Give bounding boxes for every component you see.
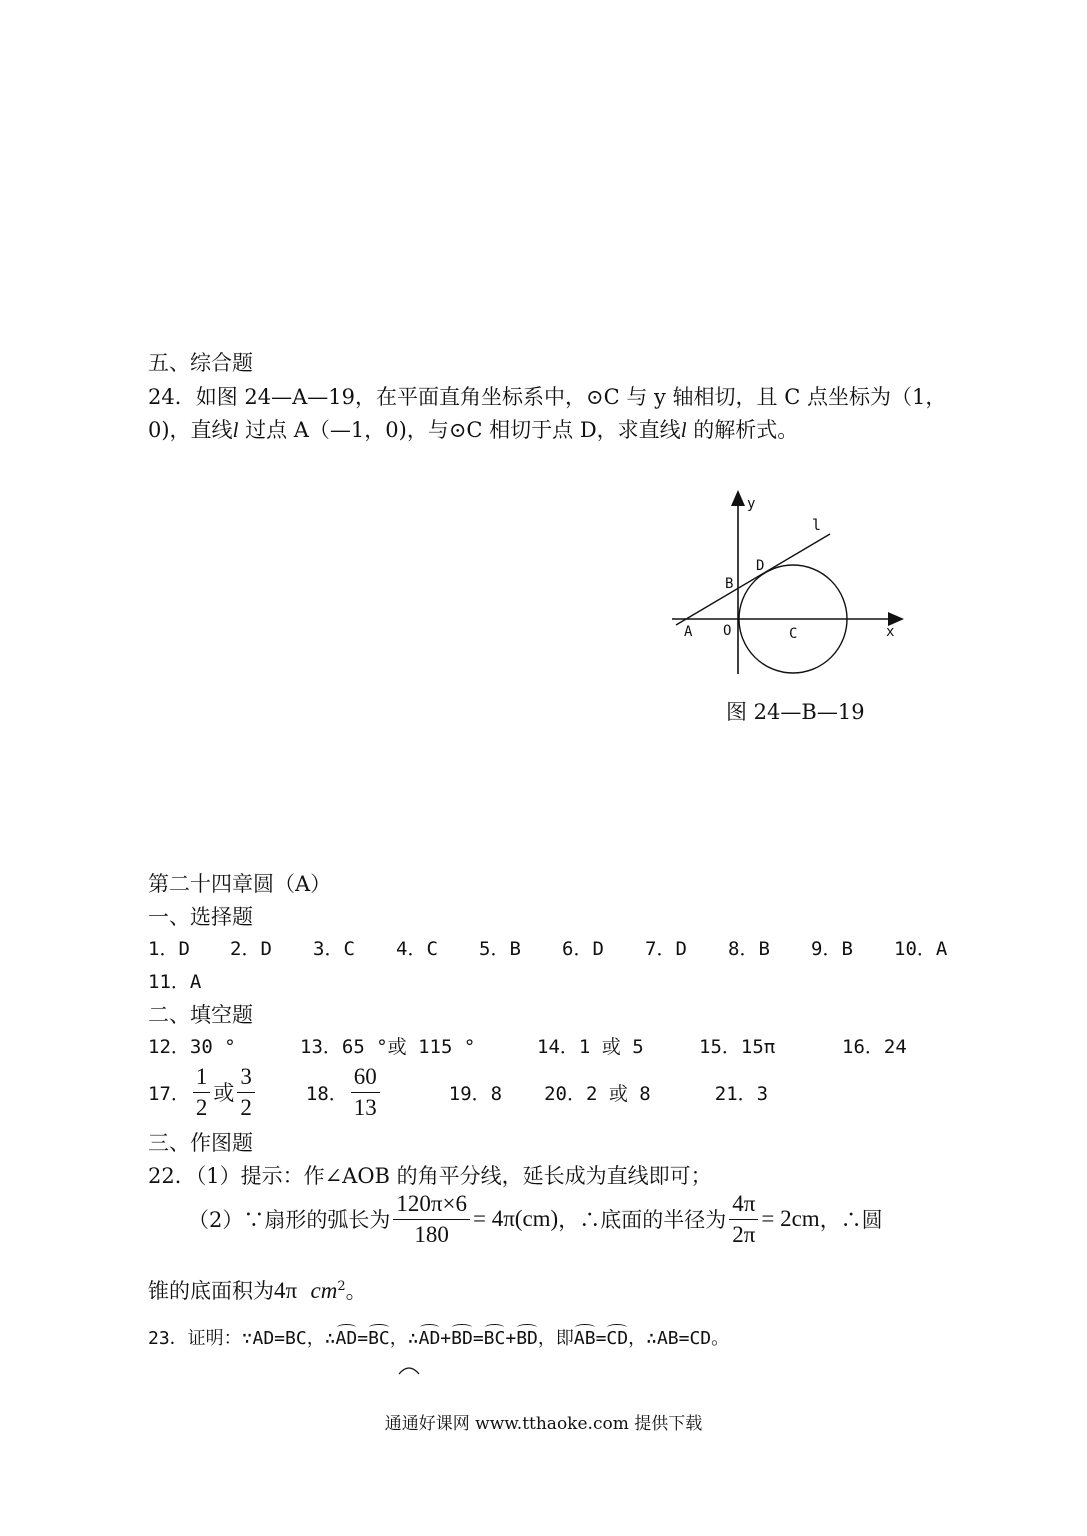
numerator: 4π (729, 1191, 758, 1220)
fill-heading: 二、填空题 (148, 1003, 253, 1027)
numerator: 1 (193, 1064, 211, 1093)
question-24-line-2 (148, 414, 798, 444)
mc-answers-row-2: 11．A (148, 971, 202, 993)
q23-plus: + (505, 1328, 517, 1349)
numerator: 60 (351, 1064, 380, 1093)
q23-prefix: 23．证明：∵AD=BC，∴ (148, 1328, 336, 1349)
q24-text-a: 0)，直线 (148, 418, 233, 442)
q22-2-text-c: ，∴圆 (819, 1208, 883, 1232)
tangent-line-l (676, 534, 830, 625)
answer-item: 16．24 (842, 1036, 907, 1058)
q22-3-text: 锥的底面积为 (148, 1279, 274, 1303)
answer-item: 6．D (562, 938, 604, 960)
q24-text-b: 过点 A（—1，0)，与⊙C 相切于点 D，求直线 (238, 418, 681, 442)
y-axis-arrow-icon (731, 490, 745, 506)
q22-2-text-b: ，∴底面的半径为 (558, 1208, 727, 1232)
arc-bc: BC (483, 1328, 506, 1349)
q22-part-1: 22．（1）提示：作∠AOB 的角平分线，延长成为直线即可； (148, 1164, 712, 1188)
answer-item: 9．B (811, 938, 853, 960)
stray-arc-mark (397, 1364, 421, 1376)
answer-item: 3．C (313, 938, 355, 960)
line-l-symbol: l (232, 418, 239, 442)
footer-text: 通通好课网 www.tthaoke.com 提供下载 (384, 1414, 703, 1434)
label-d: D (756, 558, 765, 574)
equation: = 4π(cm) (472, 1206, 559, 1231)
label-l: l (812, 516, 822, 534)
numerator: 120π×6 (393, 1191, 470, 1220)
q23-plus: + (440, 1328, 452, 1349)
arc-ad: AD (335, 1328, 358, 1349)
fraction (729, 1191, 758, 1248)
q20-answer: 20．2 或 8 (544, 1082, 651, 1105)
answer-item: 12．30 ° (148, 1036, 236, 1058)
label-x: x (886, 624, 895, 640)
answer-item: 7．D (645, 938, 687, 960)
q22-part-2 (188, 1188, 883, 1250)
exponent: 2 (337, 1279, 346, 1294)
q19-answer: 19．8 (448, 1082, 503, 1105)
section-heading-5: 五、综合题 (148, 351, 253, 375)
q23-mid: ，即 (537, 1328, 574, 1349)
fill-answers-row-2 (148, 1062, 768, 1122)
fraction (193, 1064, 211, 1121)
period: 。 (345, 1279, 367, 1303)
arc-bc: BC (368, 1328, 390, 1349)
numerator: 3 (237, 1064, 255, 1093)
denominator: 2 (240, 1094, 252, 1120)
answer-item: 13．65 °或 115 ° (300, 1036, 476, 1058)
answer-item: 10．A (894, 938, 948, 960)
answer-item: 15．15π (699, 1036, 776, 1058)
fraction (237, 1064, 255, 1121)
figure-caption: 图 24—B—19 (726, 700, 865, 724)
q24-text-c: 的解析式。 (686, 418, 799, 442)
area-value: 4π (274, 1278, 298, 1303)
label-a: A (684, 624, 693, 640)
q23-eq: = (472, 1328, 484, 1349)
denominator: 180 (414, 1221, 449, 1247)
q23-mid: ，∴ (389, 1328, 419, 1349)
or-text: 或 (213, 1081, 235, 1105)
geometry-figure (668, 484, 928, 684)
q22-2-text-a: （2）∵扇形的弧长为 (188, 1208, 391, 1232)
q23-eq: = (357, 1328, 369, 1349)
q21-answer: 21．3 (714, 1082, 769, 1105)
arc-ad: AD (418, 1328, 441, 1349)
label-y: y (747, 496, 756, 512)
q18-label: 18． (305, 1082, 348, 1105)
draw-heading: 三、作图题 (148, 1131, 253, 1155)
q17-label: 17． (148, 1082, 190, 1105)
arc-cd: CD (606, 1328, 629, 1349)
arc-bd: BD (516, 1328, 538, 1349)
answer-item: 2．D (230, 938, 272, 960)
mc-heading: 一、选择题 (148, 905, 253, 929)
label-c: C (789, 626, 798, 642)
fraction (351, 1064, 380, 1121)
equation: = 2cm (761, 1206, 820, 1231)
arc-bd: BD (451, 1328, 473, 1349)
answer-item: 1．D (148, 938, 190, 960)
q23-end: ，∴AB=CD。 (628, 1328, 730, 1349)
fraction (393, 1191, 470, 1248)
mc-answers-row-1 (148, 934, 947, 961)
answer-item: 4．C (396, 938, 438, 960)
denominator: 13 (353, 1094, 377, 1120)
answer-item: 14．1 或 5 (537, 1036, 644, 1058)
label-o: O (723, 623, 732, 639)
chapter-title: 第二十四章圆（A） (148, 872, 332, 896)
unit-cm: cm (310, 1278, 338, 1303)
denominator: 2 (195, 1094, 208, 1120)
line-l-symbol: l (680, 418, 687, 442)
denominator: 2π (732, 1221, 756, 1247)
q22-part-3 (148, 1275, 367, 1305)
answer-item: 5．B (479, 938, 521, 960)
question-24-line-1: 24．如图 24—A—19，在平面直角坐标系中，⊙C 与 y 轴相切，且 C 点坐标为（1， (148, 385, 947, 409)
q23-proof (148, 1324, 729, 1350)
arc-ab: AB (573, 1328, 596, 1349)
fill-answers-row-1 (148, 1032, 907, 1059)
label-b: B (725, 576, 734, 592)
answer-item: 8．B (728, 938, 770, 960)
q23-eq: = (595, 1328, 607, 1349)
